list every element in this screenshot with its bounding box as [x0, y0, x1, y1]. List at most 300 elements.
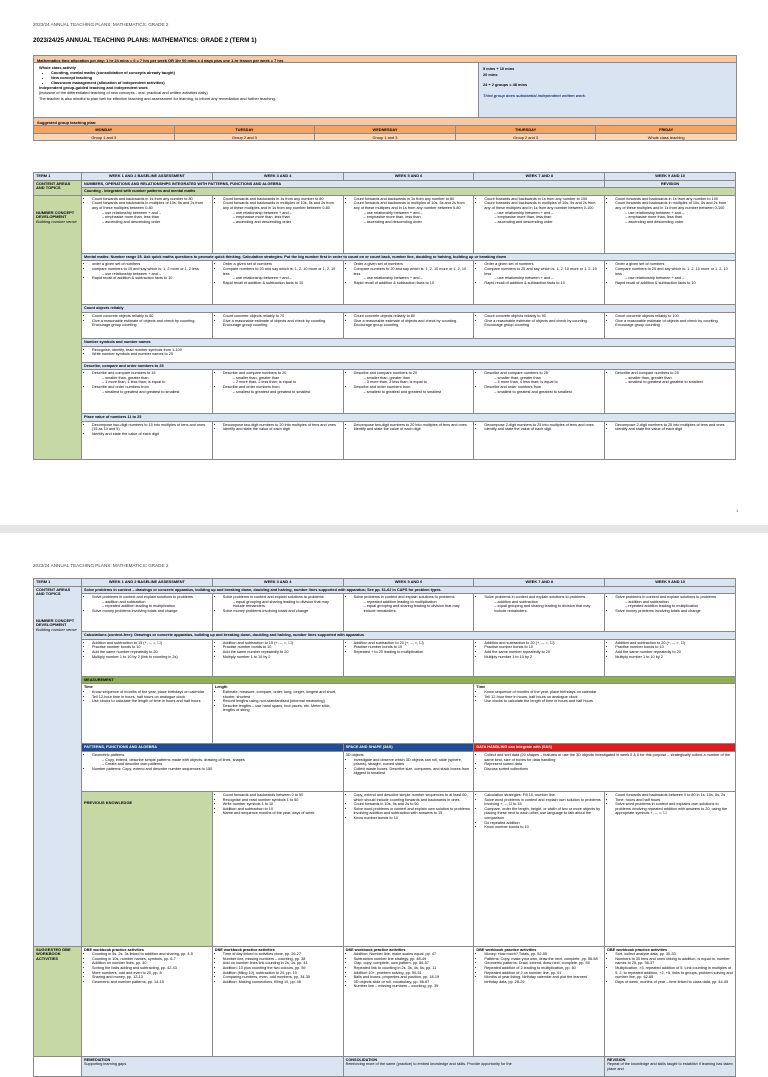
table-row	[34, 639, 736, 676]
list-item: • Days of week, months of year – time linked to class data, pp. 44-45	[615, 980, 733, 985]
list-item: • Compare, order the length, height, or width of two or more objects by placing these next to each other, use language to talk about the comparison	[484, 807, 602, 821]
table-header-row	[34, 579, 736, 587]
list-item: • Time: hours and half hours	[615, 798, 733, 803]
list-item: • Counting in 5s, 2s. 3s linked to addition and sharing, pp. 4-5	[92, 952, 210, 957]
list-item: • Repeated addition of 2 on number line, pp. 61	[484, 971, 602, 976]
list-item: – use relationship between + and –	[494, 276, 554, 281]
list-item: • Rapid recall of addition & subtraction facts to 10	[484, 281, 602, 286]
list-item: • Add the same number repeatedly to 20	[92, 650, 210, 655]
list-item: • Record lengths using non-standardised (informal measuring)	[223, 699, 343, 704]
table-row	[34, 195, 736, 253]
list-item: • Discuss sorted collections	[484, 767, 733, 772]
list-item: • Add the same number repeatedly to 20	[223, 650, 341, 655]
list-item: • Addition 10+, problem solving, pp. 50-51	[354, 971, 472, 976]
cell-revision	[605, 1056, 736, 1076]
list-item: • Addition: 10 plus counting the two colours, pp. 59	[223, 966, 341, 971]
list-item: – use relationship between + and –	[494, 210, 554, 215]
space-bar: SPACE AND SHAPE (3&S)	[343, 744, 474, 752]
list-item: • Compare numbers to 25 and say which is: 1, 2, 10 more or 1, 2, 10 less	[615, 267, 733, 276]
bullet-list	[607, 371, 733, 385]
whole-class-list	[39, 70, 473, 85]
cell-counting	[474, 195, 605, 253]
list-item: – 2 more than, 2 less than; is equal to	[232, 380, 297, 385]
table-row	[34, 594, 736, 632]
list-item: – equal grouping and sharing leading to division that may include remainders.	[494, 604, 591, 613]
list-item: • Geometric patterns	[92, 753, 341, 758]
cell-counting	[82, 195, 213, 253]
list-item: – smallest to greatest and greatest to smallest	[494, 389, 572, 394]
list-item: • Decompose two-digit numbers to 20 into multiples of tens and ones	[223, 423, 341, 428]
list-item: • Write number symbols 1 to 10	[223, 802, 341, 807]
list-item: – repeated addition leading to multiplication	[625, 604, 699, 609]
list-item: • Addition: Number line, make scales equal, pp. 47	[354, 952, 472, 957]
suggested-plan-label: Suggested group teaching plan:	[34, 118, 736, 126]
list-item: • Add the same number repeatedly to 20	[615, 650, 733, 655]
list-item: • Practise number bonds to 10	[484, 645, 602, 650]
table-row	[34, 946, 736, 1056]
bullet-list	[346, 793, 472, 821]
bullet-list	[346, 758, 472, 776]
list-item: – emphasise more than, less than	[625, 215, 683, 220]
list-item: • Repeated link to counting in 2s, 3s, 4s, 5s, pp. 11	[354, 966, 472, 971]
bullet-list	[607, 314, 733, 328]
bullet-list	[215, 793, 341, 816]
list-item: • Describe and order numbers from	[354, 385, 472, 390]
cell-patterns	[82, 751, 344, 791]
section-counting-title: Counting - integrated with number patterns and mental maths	[82, 188, 736, 196]
list-item: • Number patterns: Copy, extend and describe number sequences to 150	[92, 767, 341, 772]
section-calc-title: Calculations (context-free): Drawings or concrete apparatus, building up and breaking down, doubling and halving, number lines supported with apparatus	[82, 632, 736, 640]
remediation-sub: Supporting learning gaps	[84, 1062, 127, 1067]
groups-row	[34, 133, 736, 140]
list-item: • Calculation strategies: Fill 10, number line	[484, 793, 602, 798]
list-item: • Compare numbers to 20 and say which is: 1, 2, 10 more or 1, 2, 10 less	[223, 267, 341, 276]
list-item: • Rapid recall of addition & subtraction facts to 10	[223, 281, 341, 286]
list-item: • Solve word problems in context and explain own solution to problems involving addition and subtraction with answers to 15	[354, 807, 472, 816]
header-cell: WEEK 5 AND 6	[343, 579, 474, 587]
list-item: • Sorting the balls adding and subtracting, pp. 42-43	[92, 966, 210, 971]
list-item: • Decompose two-digit numbers to 15 into multiples of tens and ones (15 as 10 and 5)	[92, 423, 210, 432]
cell-space	[343, 751, 474, 791]
list-item: • Describe and order numbers from	[223, 385, 341, 390]
list-item: • Do repeated addition	[484, 821, 602, 826]
group-cell: Group 2 and 3	[175, 133, 316, 140]
list-item: – ascending and descending order	[494, 219, 553, 224]
cell-dbe	[343, 946, 474, 1056]
cell-solve	[82, 594, 213, 632]
dbe-label: DBE workbook practice activities	[345, 947, 406, 952]
day-thursday: THURSDAY	[456, 126, 597, 133]
side-label-content-2	[34, 586, 82, 946]
list-item: • Describe and compare numbers to 15	[92, 371, 210, 376]
cell-calc	[474, 639, 605, 676]
time-1: 5 mins + 10 mins	[483, 66, 515, 71]
list-item: – smallest to greatest and greatest to smallest	[232, 389, 311, 394]
list-item: – emphasise more than, less than	[102, 215, 159, 220]
list-item: • Count forwards and backwards in 1s from any number to 80	[354, 197, 472, 202]
list-item: • Know sequence of months of the year, place birthdays on calendar	[484, 690, 733, 695]
list-item: • Solve money problems involving totals and change	[615, 609, 733, 614]
bullet-list	[215, 423, 341, 432]
list-item: • Identify and state the value of each digit	[484, 427, 602, 432]
measurement-bar: MEASUREMENT	[82, 676, 736, 684]
cell-previous	[605, 791, 736, 946]
list-item: – use relationship between + and –	[102, 271, 162, 276]
header-cell: WEEK 1 AND 2 BASELINE ASSESSMENT	[82, 173, 213, 181]
list-item: • Investigate and observe which 3D objects can roll, slide (sphere, prisms), straight, curved sides	[354, 758, 472, 767]
cell-place-value	[474, 421, 605, 459]
table-row	[34, 684, 736, 744]
list-item: • Solve problems in context and explain solutions to problems	[354, 595, 472, 600]
cell-calc	[343, 639, 474, 676]
cell-count-objects	[212, 312, 343, 338]
bullet-list	[215, 952, 341, 984]
list-item: • Identify and state the value of each digit	[92, 432, 210, 437]
side-label-ncd-text: NUMBER CONCEPT DEVELOPMENT	[36, 209, 75, 220]
list-item: • Solve problems in context and explain solutions to problems	[92, 595, 210, 600]
list-item: • Numbers to 30 tens and ones linking to addition, is equal to, number names to 25, pp. 36-37	[615, 957, 733, 966]
cell-describe	[82, 370, 213, 414]
list-item: – smaller than, greater than	[625, 375, 672, 380]
list-item: • order a given set of numbers	[92, 262, 210, 267]
list-item: • Represent sorted data	[484, 762, 733, 767]
list-item: • Recognise, identify, read number symbols from 1-100	[92, 348, 733, 353]
bullet-list	[346, 371, 472, 394]
list-item: • Give a reasonable estimate of objects and check by counting. Encourage group counting	[615, 319, 733, 328]
list-item: • Recognise and read number symbols 1 to 50	[223, 798, 341, 803]
day-monday: MONDAY	[34, 126, 175, 133]
list-item: • Counting in 10s, number names, symbols, pp. 6-7	[92, 957, 210, 962]
list-item: • Repeated addition of 2 leading to multiplication, pp. 60	[484, 966, 602, 971]
list-item: • Addition and subtraction to 15 (+, –, =, ☐)	[223, 641, 341, 646]
list-item: • Repeated + to 20 leading to multiplication	[354, 650, 472, 655]
list-item: – repeated addition leading to multiplication	[363, 599, 437, 604]
cell-mental	[82, 261, 213, 305]
blank-cell	[34, 1056, 82, 1076]
day-wednesday: WEDNESDAY	[315, 126, 456, 133]
consolidation-sub: Reinforcing more of the same (practice) to embed knowledge and skills. Provide opportunity for the	[345, 1062, 512, 1067]
list-item: • Solve problems in context and explain solutions to problems	[615, 595, 733, 600]
list-item: • Describe and compare numbers to 25	[484, 371, 602, 376]
list-item: • Add the same number repeatedly to 20	[484, 650, 602, 655]
list-item: • Addition (filling 10), subtraction to 20, pp. 10	[223, 971, 341, 976]
list-item: – ascending and descending order	[625, 219, 684, 224]
list-item: • Solve problems in context and explain solutions to problems	[484, 595, 602, 600]
list-item: • Describe lengths – use hand spans, foot paces, etc. Meter stick, lengths of string	[223, 704, 343, 713]
cell-dbe	[474, 946, 605, 1056]
list-item: • Number line – missing numbers – counting, pp. 39	[354, 984, 472, 989]
cell-place-value	[605, 421, 736, 459]
list-item: – ascending and descending order	[232, 219, 292, 224]
bullet-list	[607, 595, 733, 613]
list-item: • Count concrete objects reliably to 90	[484, 314, 602, 319]
list-item: – 1 more than, 1 less than; is equal to	[102, 380, 166, 385]
header-cell: WEEK 9 AND 10	[605, 173, 736, 181]
header-cell: WEEK 9 AND 10	[605, 579, 736, 587]
bullet-list	[84, 314, 210, 328]
list-item: • Solve money problems involving totals and change	[223, 609, 341, 614]
list-item: • More numbers, odd and even to 20, pp. 8	[92, 971, 210, 976]
patterns-bar: PATTERNS, FUNCTIONS AND ALGEBRA	[82, 744, 344, 752]
cell-mental	[474, 261, 605, 305]
list-item: • Rapid recall of addition & subtraction facts to 10	[615, 281, 733, 286]
bullet-list	[476, 641, 602, 659]
list-item: • Estimate, measure, compare, order, long, longer, longest and short, shorter, shortest	[223, 690, 343, 699]
list-item: – use relationship between + and –	[363, 276, 423, 281]
cell-calc	[82, 639, 213, 676]
cell-counting	[212, 195, 343, 253]
list-item: • New concept teaching	[51, 75, 473, 80]
bullet-list	[84, 595, 210, 613]
list-item: • Clap, copy, complete, own pattern, pp. 56-57	[354, 961, 472, 966]
list-item: • Identify and state the value of each digit	[354, 427, 472, 432]
list-item: • Addition and subtraction to 10	[223, 807, 341, 812]
list-item: – addition and subtraction	[494, 599, 538, 604]
list-item: • Addition: Making connections, filling 10, pp. 46	[223, 980, 341, 985]
list-item: • Describe and compare numbers to 20	[354, 371, 472, 376]
list-item: • Solve problems in context and explain solutions to problems	[223, 595, 341, 600]
time-allocation-bar: Mathematics time allocation per day: 1 hr 24 mins = 6 = 7 hrs per week OR 1hr 00 mins x 4 days plus one 1-hr lesson per week = 7 hrs	[34, 56, 736, 63]
list-item: • Count forwards and backwards in multiples of 10s, 5s and 2s from any of these multiples and in 1s from any number between 0-100	[484, 201, 602, 210]
list-item: • Months of year listing, birthday calendar and plot the learners' birthday data, pp. 28-29	[484, 975, 602, 984]
header-cell: WEEK 1 AND 2 BASELINE ASSESSMENT	[82, 579, 213, 587]
group-cell: Group 2 and 3	[456, 133, 597, 140]
page-2	[0, 533, 768, 1071]
list-item: – smaller than, greater than	[363, 375, 411, 380]
group-cell: Whole class teaching	[596, 133, 736, 140]
group-cell: Group 1 and 3	[315, 133, 456, 140]
band-numbers: NUMBERS, OPERATIONS AND RELATIONSHIPS INTEGRATED WITH PATTERNS, FUNCTIONS AND ALGEBRA	[82, 180, 605, 188]
list-item: – smallest to greatest and greatest to smallest	[363, 389, 442, 394]
page-1	[0, 0, 768, 525]
bullet-list	[476, 423, 602, 432]
list-item: • Sharing and money, pp. 12-13	[92, 975, 210, 980]
side-label-ncd-text: NUMBER CONCEPT DEVELOPMENT	[36, 617, 75, 628]
band-revision: REVISION	[605, 180, 736, 188]
time-label: Time	[84, 685, 93, 690]
side-label-content-text: CONTENT AREAS AND TOPICS	[36, 586, 71, 597]
bullet-list	[476, 371, 602, 394]
section-solve-title: Solve problems in context – drawings or concrete apparatus, building up and breaking down, doubling and halving, number lines supported with apparatus; See pp. 61-62 in CAPS for problem types.	[82, 586, 736, 594]
list-item: – repeated addition leading to multiplication	[102, 604, 176, 609]
list-item: • Count forwards and backwards in 1s from any number to 100	[484, 197, 602, 202]
consolidation-label: CONSOLIDATION	[345, 1057, 378, 1062]
list-item: • Patterns: Copy, make your own, draw the next, complete, pp. 56-58	[484, 957, 602, 962]
list-item: • Describe and compare numbers to 20	[223, 371, 341, 376]
list-item: • Know number bonds to 10	[354, 816, 472, 821]
list-item: – Create and describe own patterns	[102, 762, 163, 767]
side-label-previous-text: PREVIOUS KNOWLEDGE	[84, 799, 133, 805]
running-header: 2023/24 ANNUAL TEACHING PLANS: MATHEMATICS: GRADE 2	[33, 22, 169, 27]
bullet-list	[346, 641, 472, 655]
list-item: • Use clocks to calculate the length of time in hours and half hours	[92, 699, 210, 704]
time-2: 20 mins	[483, 71, 498, 77]
side-label-ncd-sub: Building number sense	[36, 626, 77, 632]
bullet-list	[84, 753, 341, 771]
length-label: Length	[214, 685, 228, 690]
document-title: 2023/24/25 ANNUAL TEACHING PLANS: MATHEMATICS: GRADE 2 (TERM 1)	[33, 37, 257, 44]
cell-previous	[212, 791, 343, 946]
list-item: • Collect waste boxes. Describe size, compares, and stack boxes from biggest to smallest	[354, 767, 472, 776]
day-tuesday: TUESDAY	[175, 126, 316, 133]
cell-place-value	[212, 421, 343, 459]
dbe-label: DBE workbook practice activities	[84, 947, 144, 952]
list-item: • Order a given set of numbers	[223, 262, 341, 267]
cell-solve	[605, 594, 736, 632]
list-item: • Decompose 2-digit numbers to 25 into multiples of tens and ones	[484, 423, 602, 428]
list-item: • Count concrete objects reliably to 70	[223, 314, 341, 319]
list-item: – addition and subtraction	[625, 599, 669, 604]
table-row	[34, 346, 736, 362]
list-item: • Decompose 2-digit numbers to 25 into multiples of tens and ones	[615, 423, 733, 428]
list-item: • 3D objects slide or roll, vocabulary, pp. 66-67	[354, 980, 472, 985]
remediation-label: REMEDIATION	[84, 1057, 111, 1062]
list-item: • Give a reasonable estimate of objects and check by counting. Encourage group counting	[92, 319, 210, 328]
cell-describe	[212, 370, 343, 414]
table-row	[34, 791, 736, 946]
group-note-1: (inclusive of the differentiated teaching of new concepts - oral, practical and written activities daily)	[39, 90, 208, 96]
list-item: • Know sequence of months of the year, place birthdays on calendar	[92, 690, 210, 695]
list-item: • Addition and subtraction to 20 (+, –, =, ☐)	[354, 641, 472, 646]
list-item: • Practise number bonds to 10	[223, 645, 341, 650]
list-item: • Count forwards and backwards in 1s from any number to 80	[223, 197, 341, 202]
list-item: – emphasise more than, less than	[232, 215, 290, 220]
cell-solve	[212, 594, 343, 632]
bullet-list	[607, 793, 733, 816]
cell-data	[474, 751, 736, 791]
list-item: – equal grouping and sharing leading to division that may include remainders.	[232, 599, 329, 609]
list-item: • Multiply number 1 to 10 by 2	[615, 655, 733, 660]
list-item: • Solve money problems involving totals and change	[92, 609, 210, 614]
bullet-list	[607, 262, 733, 285]
table-row	[34, 421, 736, 459]
list-item: • Classroom management (allocation of independent activities)	[51, 80, 473, 85]
list-item: • Give a reasonable estimate of objects and check by counting. Encourage group counting	[223, 319, 341, 328]
bullet-list	[215, 595, 341, 613]
bullet-list	[84, 371, 210, 394]
list-item: • Order a given set of numbers	[354, 262, 472, 267]
header-cell: WEEK 5 AND 6	[343, 173, 474, 181]
cell-consolidation	[343, 1056, 605, 1076]
list-item: • Multiply number 1 to 10 by 2	[484, 655, 602, 660]
page-gap	[0, 525, 768, 533]
list-item: • Time of day linked to activities done, pp. 26-27	[223, 952, 341, 957]
list-item: • Money: How much? Totals, pp. 52-55	[484, 952, 602, 957]
bullet-list	[476, 753, 733, 771]
bullet-list	[476, 314, 602, 328]
whole-class-label: Whole class activity	[39, 65, 76, 70]
time-4: Third group does substantial independent written work.	[483, 92, 586, 98]
dbe-label: DBE workbook practice activities	[607, 947, 668, 952]
list-item: • Know number bonds to 10	[484, 825, 602, 830]
list-item: – emphasise more than, less than	[494, 215, 552, 220]
list-item: • Use clocks to calculate the length of time in hours and half hours	[484, 699, 733, 704]
bullet-list	[215, 690, 343, 713]
bullet-list	[476, 262, 602, 285]
cell-count-objects	[343, 312, 474, 338]
group-note-2: The teacher is also mindful to plan well for effective teaching and assessment for learning, to inform any remediation and further teaching.	[39, 95, 276, 101]
bullet-list	[346, 952, 472, 989]
cell-solve	[343, 594, 474, 632]
list-item: • Count forwards and backwards between 0 to 50	[223, 793, 341, 798]
list-item: – use relationship between + and –	[363, 210, 423, 215]
list-item: – use relationship between + and –	[102, 210, 162, 215]
bullet-list	[215, 371, 341, 394]
page-number: 1	[736, 508, 739, 513]
day-friday: FRIDAY	[596, 126, 736, 133]
cell-mental	[605, 261, 736, 305]
cell-remediation	[82, 1056, 344, 1076]
cell-describe	[343, 370, 474, 414]
side-label-previous	[82, 791, 213, 946]
cell-time	[82, 684, 213, 744]
list-item: • Identify and state the value of each digit	[615, 427, 733, 432]
bullet-list	[607, 641, 733, 659]
cell-place-value	[82, 421, 213, 459]
list-item: • Addition and subtraction to 20 (+, –, =, ☐)	[615, 641, 733, 646]
time-allocation-box	[33, 55, 737, 141]
list-item: • Multiply number 1 to 10 by 2	[223, 655, 341, 660]
cell-time-2	[474, 684, 736, 744]
section-place-value-title: Place value of numbers 11 to 25	[82, 414, 736, 422]
revision-sub: Repeat of the knowledge and skills taught to establish if learning has taken place and	[607, 1062, 733, 1071]
bullet-list	[84, 952, 210, 984]
table-header-row	[34, 173, 736, 181]
cell-count-objects	[474, 312, 605, 338]
bullet-list	[84, 423, 210, 437]
list-item: – smallest to greatest and greatest to smallest	[102, 389, 180, 394]
list-item: • Practise number bonds to 10	[615, 645, 733, 650]
list-item: • Addition and subtraction to 15 (+, –, =, ☐)	[92, 641, 210, 646]
cell-describe	[474, 370, 605, 414]
list-item: • Write number symbols and number names to 25	[92, 352, 733, 357]
list-item: • Describe and order numbers from	[92, 385, 210, 390]
cell-symbols	[82, 346, 736, 362]
list-item: – emphasise more than, less than	[363, 215, 421, 220]
list-item: – equal grouping and sharing leading to division that may include remainders.	[363, 604, 460, 613]
list-item: • Solve word problems in context and explain own solution to problems involving +, –, ☐ to 15	[484, 798, 602, 807]
list-item: – ascending and descending order	[363, 219, 422, 224]
cell-dbe	[82, 946, 213, 1056]
bullet-list	[607, 423, 733, 432]
side-label-ncd-sub: Building number sense	[36, 218, 77, 224]
header-cell: WEEK 3 AND 4	[212, 579, 343, 587]
bullet-list	[346, 262, 472, 285]
cell-previous	[343, 791, 474, 946]
list-item: • Name and sequence months of the year, days of week	[223, 811, 341, 816]
list-item: – use relationship between + and –	[625, 210, 685, 215]
bullet-list	[607, 197, 733, 225]
bullet-list	[84, 197, 210, 225]
cell-length	[212, 684, 474, 744]
bullet-list	[84, 641, 210, 659]
list-item: • Count concrete objects reliably to 60	[92, 314, 210, 319]
list-item: – smaller than, greater than	[102, 375, 149, 380]
bullet-list	[215, 197, 341, 225]
list-item: • Compare numbers to 25 and say which is: 1, 2, 10 more or 1, 2, 10 less	[484, 267, 602, 276]
section-mental-title: Mental maths: Number range 25. Ask quick maths questions to promote quick thinking. Calculation strategies: Put the big number first in order to count on or count back, number line, doubling or halving, building up or breaking down	[82, 253, 736, 261]
list-item: – ascending and descending order	[102, 219, 161, 224]
cell-counting	[605, 195, 736, 253]
cell-solve	[474, 594, 605, 632]
bullet-list	[84, 348, 733, 357]
bullet-list	[215, 641, 341, 659]
list-item: • Count forwards and backwards in multiples of 10s, 5s and 2s from any of these multiples and in 1s from any number between 0-80	[223, 201, 341, 210]
list-item: • Multiplication, ×5, repeated addition of 5. Link counting in multiples of 5, 2, to repeated addition, +2, +5, links to groups, problem solving and number line, pp. 62-65	[615, 966, 733, 980]
cell-count-objects	[605, 312, 736, 338]
cell-mental	[343, 261, 474, 305]
list-item: • Order a given set of numbers	[484, 262, 602, 267]
